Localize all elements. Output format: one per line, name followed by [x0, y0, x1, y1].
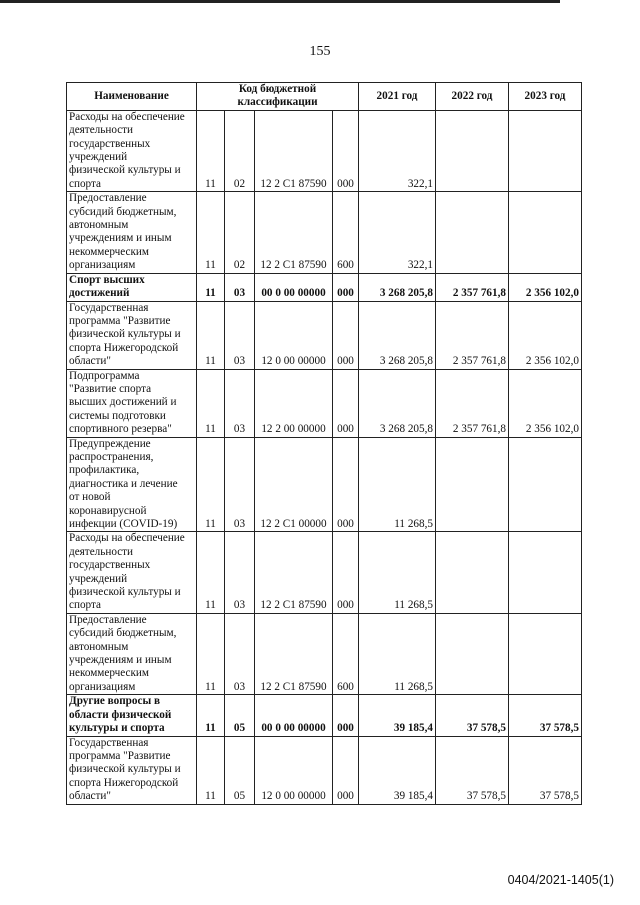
cell-section: 11 [197, 369, 225, 437]
cell-2023: 37 578,5 [509, 695, 582, 736]
cell-2021: 3 268 205,8 [359, 369, 436, 437]
cell-expense-type: 600 [333, 192, 359, 273]
cell-2021: 3 268 205,8 [359, 301, 436, 369]
table-row [67, 273, 582, 301]
header-2023: 2023 год [509, 83, 582, 111]
header-row [67, 83, 582, 111]
cell-2023 [509, 192, 582, 273]
cell-section: 11 [197, 532, 225, 613]
page-number: 155 [309, 44, 331, 59]
header-2021: 2021 год [359, 83, 436, 111]
cell-section: 11 [197, 736, 225, 804]
cell-target-article: 12 2 00 00000 [255, 369, 333, 437]
cell-expense-type: 000 [333, 736, 359, 804]
cell-section: 11 [197, 613, 225, 694]
cell-2022 [436, 437, 509, 532]
header-code: Код бюджетной классификации [197, 83, 359, 111]
cell-subsection: 03 [225, 437, 255, 532]
document-code: 0404/2021-1405(1) [507, 873, 614, 887]
cell-section: 11 [197, 192, 225, 273]
cell-2021: 322,1 [359, 192, 436, 273]
cell-2023: 2 356 102,0 [509, 369, 582, 437]
cell-name: Подпрограмма "Развитие спорта высших достижений и системы подготовки спортивного резерва" [67, 369, 197, 437]
table-row [67, 110, 582, 191]
cell-2023 [509, 613, 582, 694]
cell-target-article: 12 2 С1 87590 [255, 532, 333, 613]
cell-name: Государственная программа "Развитие физической культуры и спорта Нижегородской области" [67, 301, 197, 369]
cell-target-article: 12 2 С1 87590 [255, 110, 333, 191]
cell-expense-type: 000 [333, 369, 359, 437]
cell-section: 11 [197, 301, 225, 369]
cell-subsection: 03 [225, 273, 255, 301]
cell-target-article: 12 2 С1 87590 [255, 613, 333, 694]
cell-subsection: 03 [225, 301, 255, 369]
cell-name: Государственная программа "Развитие физической культуры и спорта Нижегородской области" [67, 736, 197, 804]
cell-2023: 37 578,5 [509, 736, 582, 804]
cell-2023: 2 356 102,0 [509, 273, 582, 301]
cell-expense-type: 600 [333, 613, 359, 694]
header-2022: 2022 год [436, 83, 509, 111]
cell-name: Спорт высших достижений [67, 273, 197, 301]
cell-2021: 11 268,5 [359, 613, 436, 694]
header-name: Наименование [67, 83, 197, 111]
cell-expense-type: 000 [333, 695, 359, 736]
cell-2023: 2 356 102,0 [509, 301, 582, 369]
cell-2022 [436, 110, 509, 191]
cell-2021: 39 185,4 [359, 695, 436, 736]
budget-table [66, 82, 582, 805]
cell-expense-type: 000 [333, 273, 359, 301]
cell-subsection: 05 [225, 736, 255, 804]
cell-section: 11 [197, 695, 225, 736]
cell-expense-type: 000 [333, 532, 359, 613]
table-row [67, 532, 582, 613]
cell-target-article: 12 0 00 00000 [255, 301, 333, 369]
cell-2021: 11 268,5 [359, 532, 436, 613]
cell-subsection: 02 [225, 192, 255, 273]
cell-expense-type: 000 [333, 437, 359, 532]
cell-2022 [436, 532, 509, 613]
cell-2022 [436, 613, 509, 694]
cell-subsection: 02 [225, 110, 255, 191]
table-row [67, 736, 582, 804]
cell-subsection: 03 [225, 369, 255, 437]
cell-name: Другие вопросы в области физической культуры и спорта [67, 695, 197, 736]
cell-2023 [509, 532, 582, 613]
cell-2023 [509, 110, 582, 191]
cell-2022: 37 578,5 [436, 695, 509, 736]
cell-target-article: 12 0 00 00000 [255, 736, 333, 804]
cell-2022: 2 357 761,8 [436, 301, 509, 369]
table-row [67, 301, 582, 369]
cell-name: Предоставление субсидий бюджетным, автономным учреждениям и иным некоммерческим организациям [67, 192, 197, 273]
cell-2021: 3 268 205,8 [359, 273, 436, 301]
table-row [67, 613, 582, 694]
cell-section: 11 [197, 110, 225, 191]
table-row [67, 192, 582, 273]
cell-2023 [509, 437, 582, 532]
top-rule [0, 0, 560, 3]
cell-expense-type: 000 [333, 110, 359, 191]
cell-2022: 2 357 761,8 [436, 369, 509, 437]
cell-name: Расходы на обеспечение деятельности государственных учреждений физической культуры и спорта [67, 110, 197, 191]
cell-name: Предоставление субсидий бюджетным, автономным учреждениям и иным некоммерческим организациям [67, 613, 197, 694]
cell-2022: 37 578,5 [436, 736, 509, 804]
cell-section: 11 [197, 273, 225, 301]
cell-expense-type: 000 [333, 301, 359, 369]
cell-2022 [436, 192, 509, 273]
cell-target-article: 00 0 00 00000 [255, 273, 333, 301]
cell-target-article: 12 2 С1 87590 [255, 192, 333, 273]
table-row [67, 369, 582, 437]
cell-subsection: 03 [225, 613, 255, 694]
table-row [67, 695, 582, 736]
cell-2021: 11 268,5 [359, 437, 436, 532]
cell-subsection: 05 [225, 695, 255, 736]
table-row [67, 437, 582, 532]
cell-subsection: 03 [225, 532, 255, 613]
cell-section: 11 [197, 437, 225, 532]
cell-2022: 2 357 761,8 [436, 273, 509, 301]
cell-2021: 322,1 [359, 110, 436, 191]
cell-name: Расходы на обеспечение деятельности государственных учреждений физической культуры и спорта [67, 532, 197, 613]
cell-name: Предупреждение распространения, профилактика, диагностика и лечение от новой коронавирусной инфекции (COVID-19) [67, 437, 197, 532]
cell-2021: 39 185,4 [359, 736, 436, 804]
cell-target-article: 00 0 00 00000 [255, 695, 333, 736]
cell-target-article: 12 2 С1 00000 [255, 437, 333, 532]
